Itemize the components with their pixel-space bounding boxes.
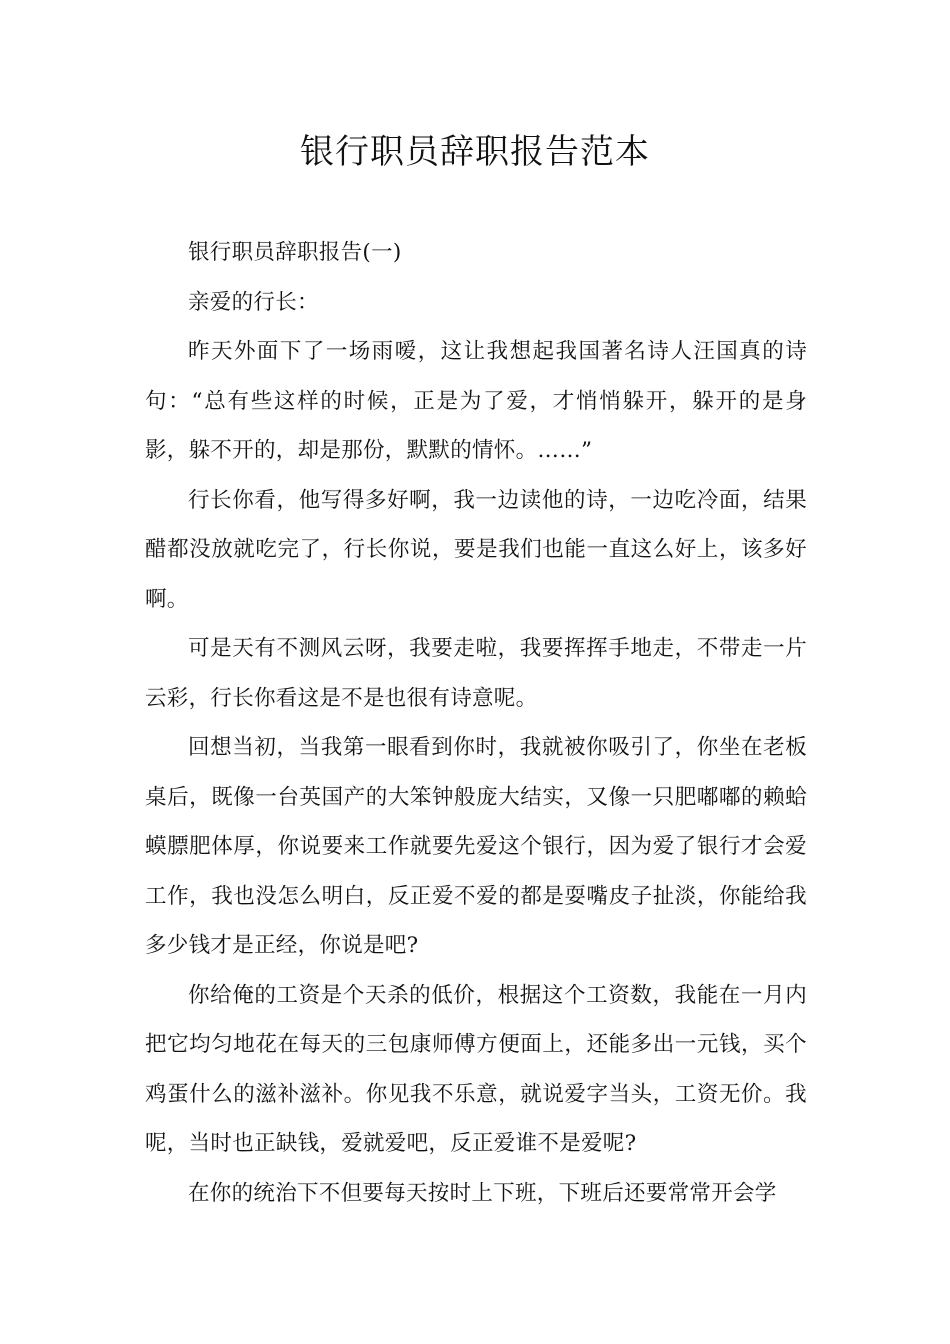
paragraph: 在你的统治下不但要每天按时上下班，下班后还要常常开会学 (188, 1180, 777, 1206)
paragraph: 可是天有不测风云呀，我要走啦，我要挥挥手地走，不带走一片云彩，行长你看这是不是也很有诗意呢。 (145, 636, 807, 711)
paragraph-heading: 银行职员辞职报告(一) (188, 240, 402, 265)
paragraph-salutation: 亲爱的行长： (188, 289, 319, 315)
document-title: 银行职员辞职报告范本 (300, 132, 650, 172)
paragraph: 回想当初，当我第一眼看到你时，我就被你吸引了，你坐在老板桌后，既像一台英国产的大笨钟般庞大结实，又像一只肥嘟嘟的赖蛤蟆膘肥体厚，你说要来工作就要先爱这个银行，因为爱了银行才会爱工作，我也没怎么明白，反正爱不爱的都是耍嘴皮子扯淡，你能给我多少钱才是正经，你说是吧? (145, 735, 807, 958)
document-body (145, 228, 807, 1218)
paragraph: 行长你看，他写得多好啊，我一边读他的诗，一边吃冷面，结果醋都没放就吃完了，行长你说，要是我们也能一直这么好上，该多好啊。 (145, 487, 807, 612)
paragraph: 你给俺的工资是个天杀的低价，根据这个工资数，我能在一月内把它均匀地花在每天的三包康师傅方便面上，还能多出一元钱，买个鸡蛋什么的滋补滋补。你见我不乐意，就说爱字当头，工资无价。我呢，当时也正缺钱，爱就爱吧，反正爱谁不是爱呢? (145, 982, 807, 1156)
paragraph: 昨天外面下了一场雨嗳，这让我想起我国著名诗人汪国真的诗句：“总有些这样的时候，正是为了爱，才悄悄躲开，躲开的是身影，躲不开的，却是那份，默默的情怀。……” (145, 339, 807, 463)
